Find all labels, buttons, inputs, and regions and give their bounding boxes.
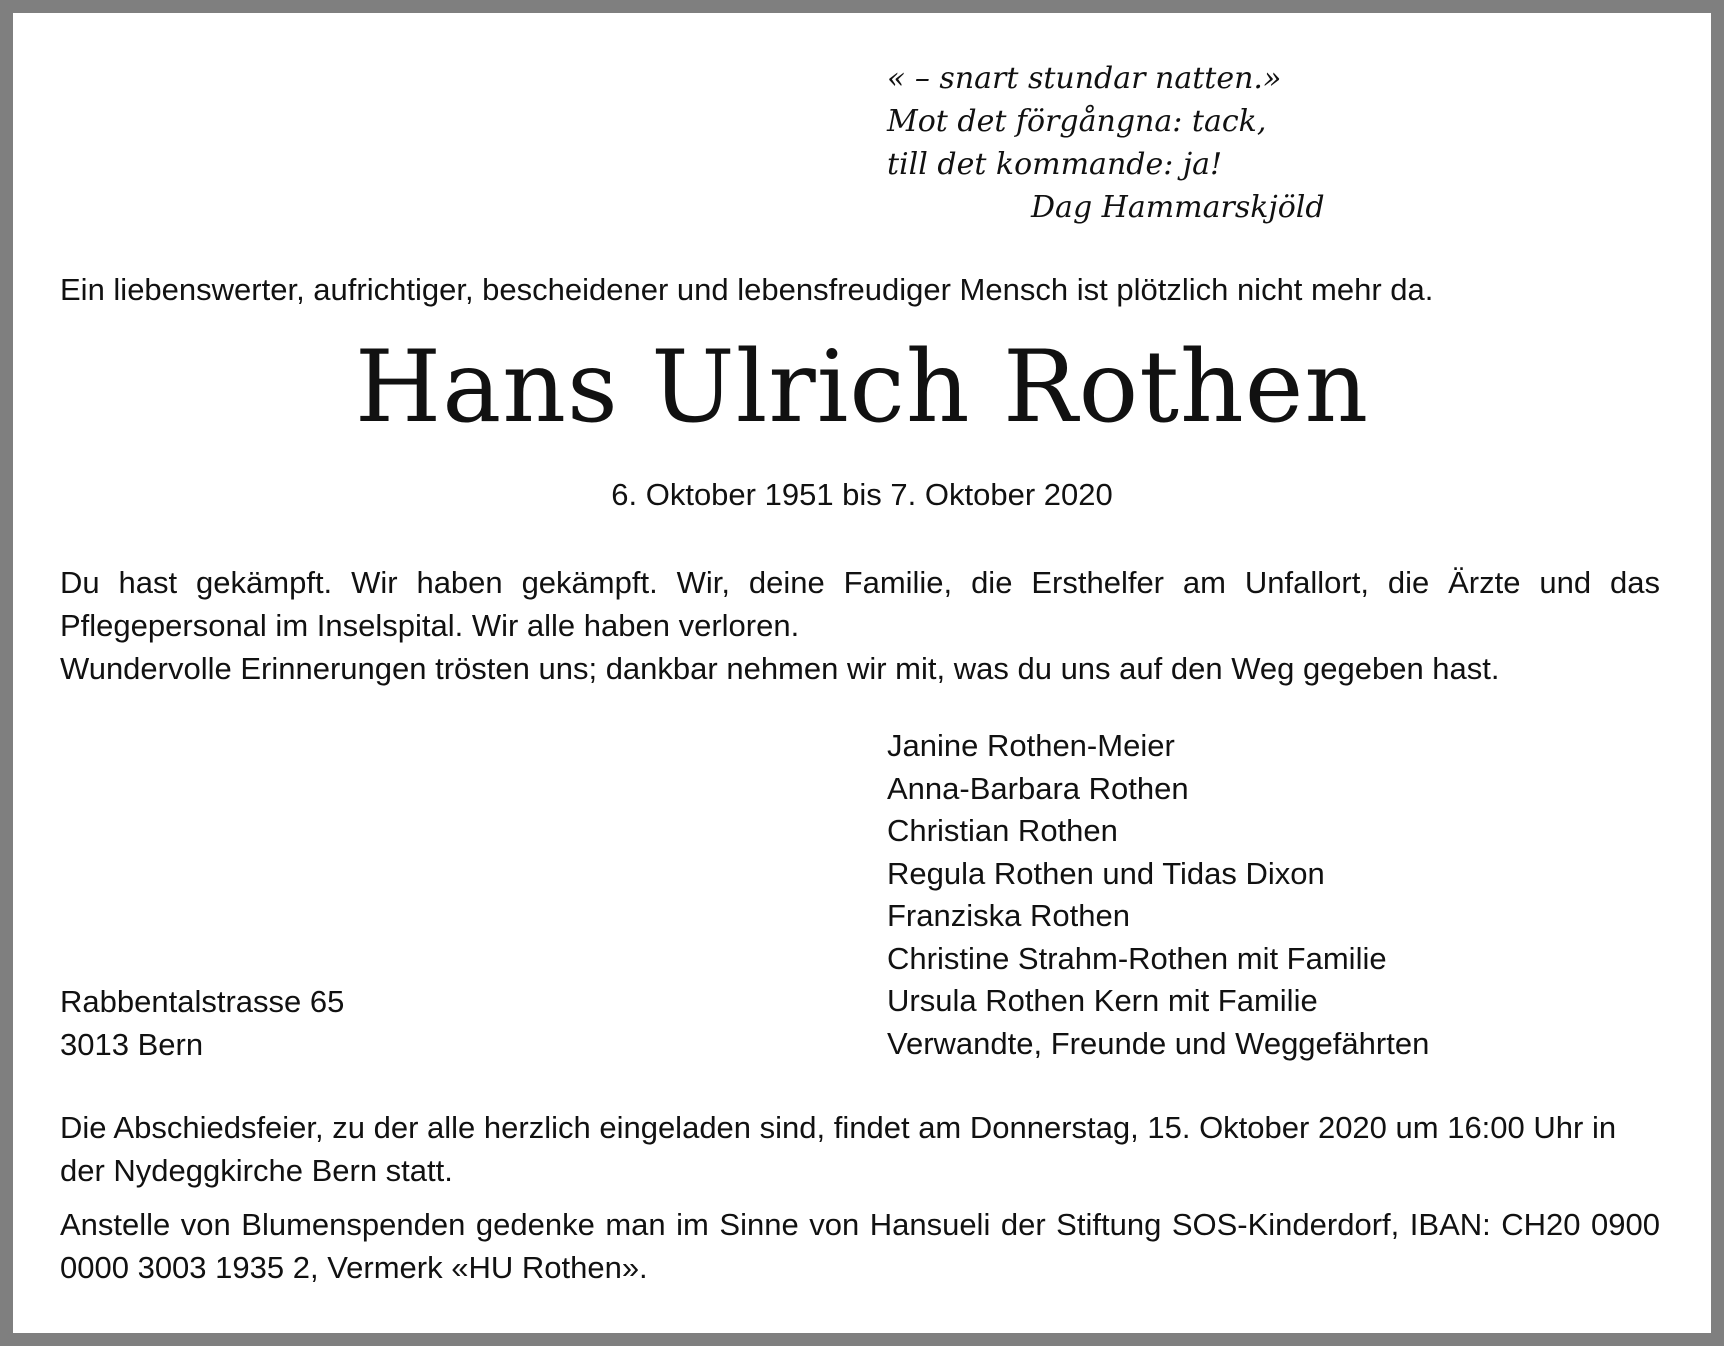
obituary-notice: [13, 13, 1711, 1333]
mourner-name: Anna-Barbara Rothen: [887, 770, 1189, 806]
intro-text: Ein liebenswerter, aufrichtiger, bescheidener und lebensfreudiger Mensch ist plötzlich nicht mehr da.: [60, 272, 1434, 307]
mourners-list: [887, 725, 1429, 1065]
ceremony-info: Die Abschiedsfeier, zu der alle herzlich eingeladen sind, findet am Donnerstag, 15. Oktober 2020 um 16:00 Uhr in der Nydeggkirche Bern statt.: [60, 1110, 1617, 1188]
mourner-name: Janine Rothen-Meier: [887, 728, 1175, 763]
address-city: 3013 Bern: [60, 1027, 204, 1062]
mourner-name: Verwandte, Freunde und Weggefährten: [887, 1025, 1430, 1061]
life-dates: 6. Oktober 1951 bis 7. Oktober 2020: [611, 477, 1113, 512]
mourner-name: Christine Strahm-Rothen mit Familie: [887, 940, 1387, 976]
mourner-name: Regula Rothen und Tidas Dixon: [887, 855, 1325, 891]
address-street: Rabbentalstrasse 65: [60, 984, 345, 1019]
quote-author: Dag Hammarskjöld: [1031, 190, 1325, 225]
quote-line: « – snart stundar natten.»: [887, 61, 1282, 96]
quote-line: Mot det förgångna: tack,: [887, 104, 1267, 139]
mourner-name: Christian Rothen: [887, 813, 1118, 848]
message-paragraph: Wundervolle Erinnerungen trösten uns; dankbar nehmen wir mit, was du uns auf den Weg gegeben hast.: [60, 651, 1500, 686]
mourner-name: Ursula Rothen Kern mit Familie: [887, 983, 1318, 1018]
family-address: [60, 980, 344, 1066]
mourner-name: Franziska Rothen: [887, 898, 1130, 933]
quote-block: [887, 57, 1325, 229]
donation-info: Anstelle von Blumenspenden gedenke man im Sinne von Hansueli der Stiftung SOS-Kinderdorf, IBAN: CH20 0900 0000 3003 1935 2, Vermerk «HU Rothen».: [60, 1207, 1660, 1285]
message-body: [60, 561, 1660, 690]
message-paragraph: Du hast gekämpft. Wir haben gekämpft. Wir, deine Familie, die Ersthelfer am Unfallort, die Ärzte und das Pflegepersonal im Inselspital. Wir alle haben verloren.: [60, 565, 1660, 643]
deceased-name: Hans Ulrich Rothen: [354, 330, 1370, 445]
quote-line: till det kommande: ja!: [887, 147, 1223, 182]
